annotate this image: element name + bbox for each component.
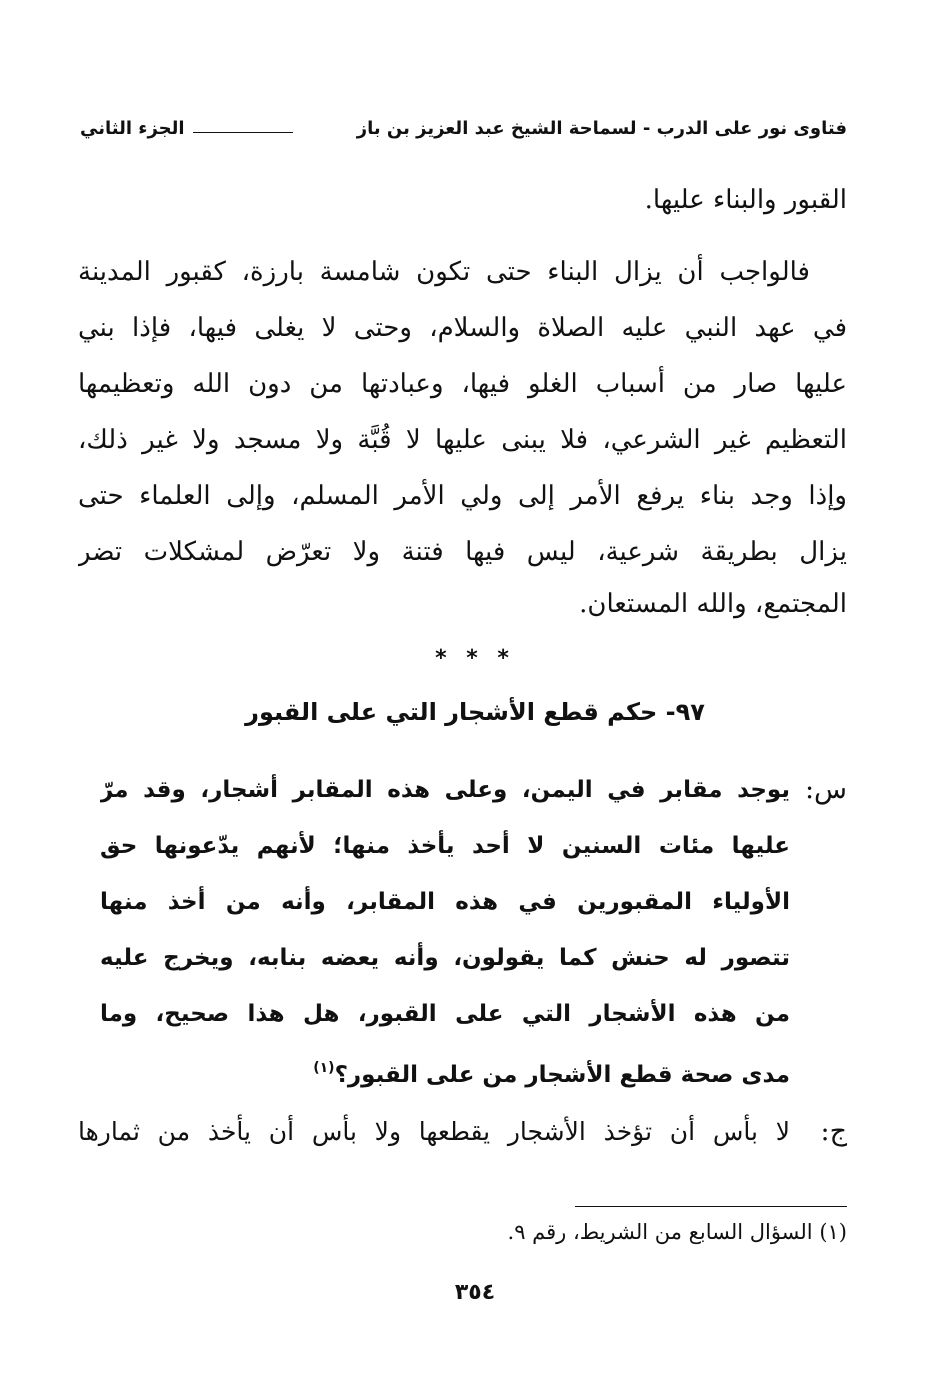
footnote: (١) السؤال السابع من الشريط، رقم ٩. xyxy=(507,1220,847,1244)
section-title: ٩٧- حكم قطع الأشجار التي على القبور xyxy=(245,698,705,726)
paragraph-line: وإذا وجد بناء يرفع الأمر إلى ولي الأمر المسلم، وإلى العلماء حتى xyxy=(78,481,847,511)
page-number: ٣٥٤ xyxy=(454,1280,496,1305)
book-title: فتاوى نور على الدرب xyxy=(656,117,847,139)
section-separator: * * * xyxy=(435,646,515,671)
running-header-part-group xyxy=(80,118,301,139)
question-marker: س: xyxy=(804,774,847,805)
running-header xyxy=(80,110,847,146)
paragraph-line: المجتمع، والله المستعان. xyxy=(579,589,847,619)
author-name: - لسماحة الشيخ عبد العزيز بن باز xyxy=(356,117,651,139)
answer-line: لا بأس أن تؤخذ الأشجار يقطعها ولا بأس أن يأخذ من ثمارها xyxy=(78,1117,790,1146)
paragraph-line: القبور والبناء عليها. xyxy=(644,185,847,215)
footnote-reference: (١) xyxy=(313,1060,335,1076)
footnote-rule xyxy=(575,1206,847,1207)
paragraph-line: يزال بطريقة شرعية، ليس فيها فتنة ولا تعرّض لمشكلات تضر xyxy=(78,537,847,567)
question-line: يوجد مقابر في اليمن، وعلى هذه المقابر أشجار، وقد مرّ xyxy=(100,777,790,803)
question-line: عليها مئات السنين لا أحد يأخذ منها؛ لأنهم يدّعونها حق xyxy=(100,833,790,859)
paragraph-line: التعظيم غير الشرعي، فلا يبنى عليها لا قُبَّة ولا مسجد ولا غير ذلك، xyxy=(78,425,847,455)
question-line-text: مدى صحة قطع الأشجار من على القبور؟ xyxy=(334,1062,790,1088)
running-header-title xyxy=(357,118,847,139)
answer-marker: ج: xyxy=(820,1116,847,1147)
question-line: الأولياء المقبورين في هذه المقابر، وأنه من أخذ منها xyxy=(100,889,790,915)
question-line: من هذه الأشجار التي على القبور، هل هذا صحيح، وما xyxy=(100,1001,790,1027)
question-line-last xyxy=(100,1048,790,1098)
paragraph-line: في عهد النبي عليه الصلاة والسلام، وحتى لا يغلى فيها، فإذا بني xyxy=(78,313,847,343)
question-line: تتصور له حنش كما يقولون، وأنه يعضه بنابه، ويخرج عليه xyxy=(100,945,790,971)
paragraph-line: عليها صار من أسباب الغلو فيها، وعبادتها من دون الله وتعظيمها xyxy=(78,369,847,399)
part-label: الجزء الثاني xyxy=(80,117,185,139)
header-rule xyxy=(193,132,293,133)
paragraph-line: فالواجب أن يزال البناء حتى تكون شامسة بارزة، كقبور المدينة xyxy=(78,257,810,287)
